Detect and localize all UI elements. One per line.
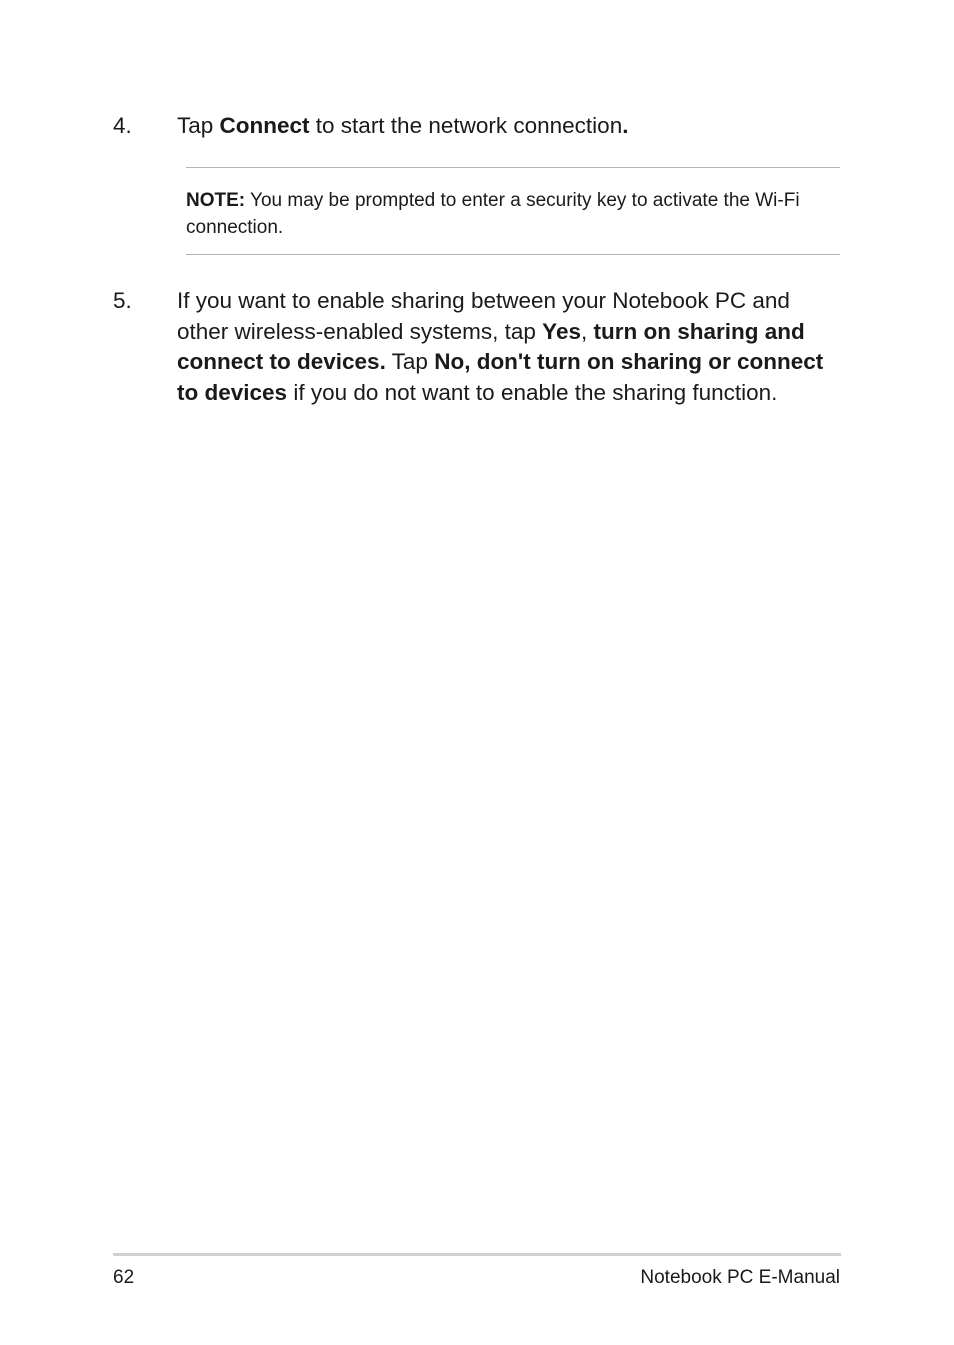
note-box [186,167,840,255]
step-number: 4. [113,113,132,138]
step-text-plain: if you do not want to enable the sharing function. [287,379,778,405]
step-text-plain: to start the network connection [309,113,623,138]
step-text-plain: , [580,318,594,344]
yes-term: Yes [542,318,581,344]
turn-on-sharing-term: turn on sharing and connect to devices. [177,318,805,375]
page-number: 62 [113,1267,135,1288]
step-text-period: . [622,113,629,138]
note-body: You may be prompted to enter a security key to activate the Wi-Fi connection. [186,190,800,238]
step-text-plain: Tap [385,349,435,375]
step-text-plain: Tap [177,113,220,138]
connect-term: Connect [219,113,310,138]
step-text [177,286,840,408]
step-4 [113,111,840,142]
footer-divider [113,1253,841,1256]
manual-title: Notebook PC E-Manual [640,1267,840,1288]
step-text [177,111,840,142]
note-text [186,187,836,241]
no-sharing-term: No, don't turn on sharing or connect to devices [177,349,824,405]
step-5 [113,286,840,408]
step-number: 5. [113,288,132,313]
note-label: NOTE: [186,190,246,211]
step-text-plain: If you want to enable sharing between your Notebook PC and other wireless-enabled systems, tap [177,288,790,344]
